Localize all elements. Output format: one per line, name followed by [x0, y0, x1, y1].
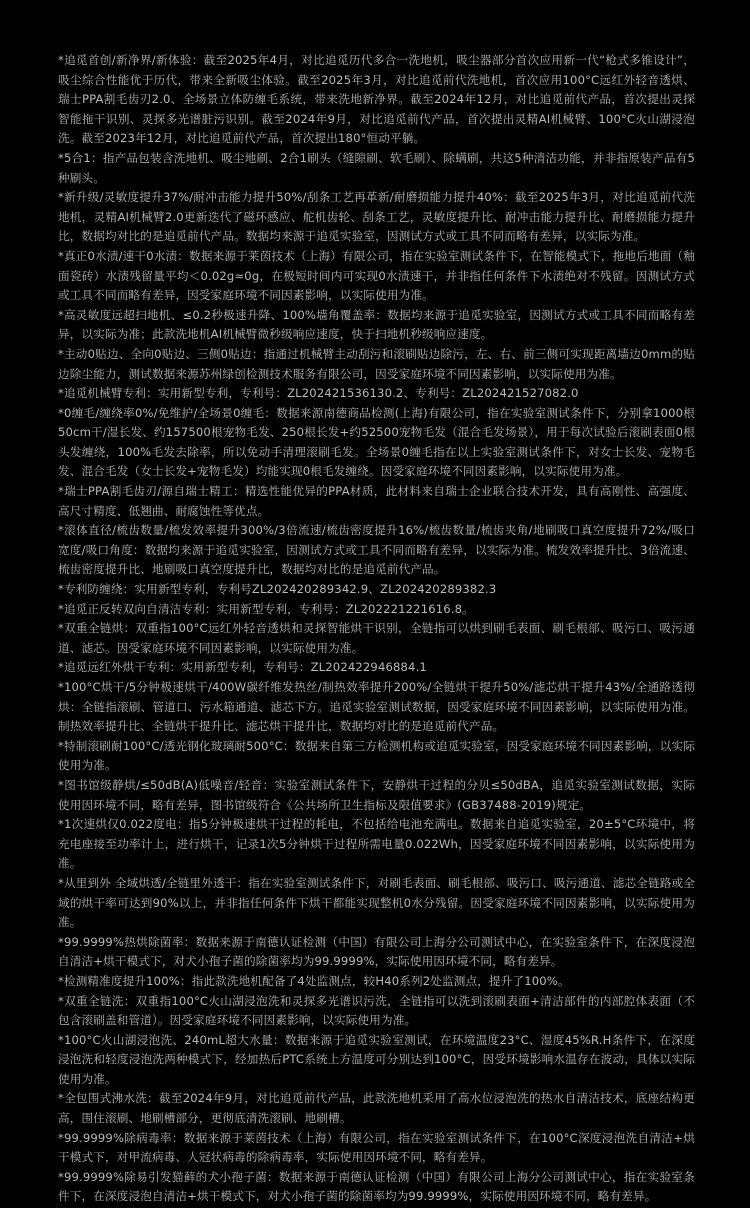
note-self-clean-patent: *追觅正反转双向自清洁专利：实用新型专利，专利号：ZL202221221616.8。 [58, 601, 474, 616]
note-infrared-patent: *追觅远红外烘干专利：实用新型专利，专利号：ZL202422946884.1 [58, 660, 427, 675]
note-first-launch: *追觅首创/新净界/新体验：截至2025年4月，对比追觅历代多合一洗地机，吸尘器部分首次应用新一代“枪式多锥设计”，吸尘综合性能优于历代，带来全新吸尘体验。截至2025年3月，对比追觅前代洗地机，首次应用100°C远红外轻音透烘、瑞士PPA割毛齿刃2.0、全场景立体防缠毛系统，带来洗地新净界。截至2024年12月，对比追觅前代产品，首次提出灵探智能拖干识别、灵探多光谱脏污识别。截至2024年9月，对比追觅前代产品，首次提出灵精AI机械臂、100°C火山湖浸泡洗。截至2023年12月，对比追觅前代产品，首次提出180°恒动平躺。 [58, 53, 695, 146]
note-zero-edge: *主动0贴边、全向0贴边、三侧0贴边：指通过机械臂主动刮污和滚刷贴边除污，左、右、前三侧可实现距离墙边0mm的贴边除尘能力，测试数据来源苏州绿创检测技术服务有限公司，因受家庭环境不同因素影响，以实际使用为准。 [58, 346, 695, 381]
note-100c-dry: *100°C烘干/5分钟极速烘干/400W碳纤维发热丝/制热效率提升200%/全链烘干提升50%/滤芯烘干提升43%/全通路透彻烘：全链指滚刷、管道口、污水箱通道、滤芯下方。追觅实验室测试数据，因受家庭环境不同因素影响，以实际使用为准。制热效率提升比、全链烘干提升比、滤芯烘干提升比，数据均对比的是追觅前代产品。 [58, 680, 695, 734]
note-boil-wash: *全包围式沸水洗：截至2024年9月，对比追觅前代产品，此款洗地机采用了高水位浸泡洗的热水自清洁技术，底座结构更高，围住滚刷、地刷槽部分，更彻底清洗滚刷、地刷槽。 [58, 1091, 695, 1126]
note-dual-dry: *双重全链烘：双重指100°C远红外轻音透烘和灵探智能烘干识别，全链指可以烘到刷毛表面、刷毛根部、吸污口、吸污通道、滤芯。因受家庭环境不同因素影响，以实际使用为准。 [58, 621, 695, 655]
note-roller-specs: *滚体直径/梳齿数量/梳发效率提升300%/3倍流速/梳齿密度提升16%/梳齿数量/梳齿夹角/地刷吸口真空度提升72%/吸口宽度/吸口角度：数据均来源于追觅实验室，因测试方式或工具不同而略有差异，以实际为准。梳发效率提升比、3倍流速、梳齿密度提升比、地刷吸口真空度提升比，数据均对比的是追觅前代产品。 [58, 523, 695, 577]
note-heat-sterilize: *99.9999%热烘除菌率：数据来源于南德认证检测（中国）有限公司上海分公司测试中心，在实验室条件下，在深度浸泡自清洁+烘干模式下，对犬小孢子菌的除菌率均为99.9999%，实际使用因环境不同，略有差异。 [58, 934, 695, 969]
note-zero-tangle: *0缠毛/缠绕率0%/免维护/全场景0缠毛：数据来源南德商品检测(上海)有限公司，指在实验室测试条件下，分别拿1000根50cm干/湿长发、约157500根宠物毛发、250根长发+约52500宠物毛发（混合毛发场景），用于每次试验后滚刷表面0根头发缠绕，100%毛发去除率，所以免动手清理滚刷毛发。全场景0缠毛指在以上实验室测试条件下，对女士长发、宠物毛发、混合毛发（女士长发+宠物毛发）均能实现0根毛发缠绕。因受家庭环境不同因素影响，以实际使用为准。 [58, 405, 695, 479]
note-arm-patent: *追觅机械臂专利：实用新型专利，专利号：ZL202421536130.2、专利号：ZL202421527082.0 [58, 386, 579, 401]
note-full-dry: *从里到外 全域烘透/全链里外透干：指在实验室测试条件下，对刷毛表面、刷毛根部、吸污口、吸污通道、滤芯全链路或全域的烘干率可达到90%以上，并非指任何条件下烘干都能实现整机0水分残留。因受家庭环境不同因素影响，以实际使用为准。 [58, 875, 695, 930]
note-zero-water-stain: *真正0水渍/速干0水渍：数据来源于莱茵技术（上海）有限公司，指在实验室测试条件下，在智能模式下，拖地后地面（釉面瓷砖）水渍残留量平均＜0.02g≈0g，在极短时间内可实现0水渍速干，并非指任何条件下水渍绝对不残留。因测试方式或工具不同而略有差异，因受家庭环境不同因素影响，以实际使用为准。 [58, 248, 695, 303]
note-high-sensitivity: *高灵敏度远超扫地机、≤0.2秒极速升降、100%墙角覆盖率：数据均来源于追觅实验室，因测试方式或工具不同而略有差异，以实际为准；此款洗地机AI机械臂微秒级响应速度，快于扫地机秒级响应速度。 [58, 307, 695, 342]
note-5in1: *5合1：指产品包装含洗地机、吸尘地刷、2合1刷头（缝隙刷、软毛刷）、除螨刷，共这5种清洁功能，并非指原装产品有5种刷头。 [58, 150, 695, 185]
note-dual-wash: *双重全链洗：双重指100°C火山湖浸泡洗和灵探多光谱识污洗，全链指可以洗到滚刷表面+清洁部件的内部腔体表面（不包含滚刷盖和管道）。因受家庭环境不同因素影响，以实际使用为准。 [58, 993, 695, 1028]
note-virus: *99.9999%除病毒率：数据来源于莱茵技术（上海）有限公司，指在实验室测试条件下，在100°C深度浸泡洗自清洁+烘干模式下，对甲流病毒、人冠状病毒的除病毒率，实际使用因环境不同，略有差异。 [58, 1130, 695, 1165]
note-quiet-dry: *图书馆级静烘/≤50dB(A)低噪音/轻音：实验室测试条件下，安静烘干过程的分贝≤50dBA，追觅实验室测试数据，实际使用因环境不同，略有差异，图书馆级符合《公共场所卫生指标及限值要求》(GB37488-2019)规定。 [58, 777, 695, 812]
note-ppa-blade: *瑞士PPA割毛齿刃/源自瑞士精工：精选性能优异的PPA材质，此材料来自瑞士企业联合技术开发，具有高刚性、高强度、高尺寸精度、低翘曲、耐腐蚀性等优点。 [58, 484, 695, 518]
note-arm-upgrade: *新升级/灵敏度提升37%/耐冲击能力提升50%/刮条工艺再革新/耐磨损能力提升40%：截至2025年3月，对比追觅前代洗地机，灵精AI机械臂2.0更新迭代了磁环感应、舵机齿轮、刮条工艺，灵敏度提升比、耐冲击能力提升比、耐磨损能力提升比，数据均对比的是追觅前代产品。数据均来源于追觅实验室，因测试方式或工具不同而略有差异，以实际为准。 [58, 190, 695, 244]
note-fungus: *99.9999%除易引发猫藓的犬小孢子菌：数据来源于南德认证检测（中国）有限公司上海分公司测试中心，指在实验室条件下，在深度浸泡自清洁+烘干模式下，对犬小孢子菌的除菌率均为99.9999%，实际使用因环境不同，略有差异。 [58, 1169, 695, 1204]
note-detection: *检测精准度提升100%：指此款洗地机配备了4处监测点，较H40系列2处监测点，提升了100%。 [58, 973, 570, 988]
note-power-use: *1次速烘仅0.022度电：指5分钟极速烘干过程的耗电，不包括给电池充满电。数据来自追觅实验室，20±5°C环境中，将充电座接至功率计上，进行烘干，记录1次5分钟烘干过程所需电量0.022Wh，因受家庭环境不同因素影响，以实际使用为准。 [58, 817, 695, 871]
note-heat-resist: *特制滚刷耐100°C/透光钢化玻璃耐500°C：数据来自第三方检测机构或追觅实验室，因受家庭环境不同因素影响，以实际使用为准。 [58, 738, 695, 773]
note-volcano-wash: *100°C火山湖浸泡洗、240mL超大水量：数据来源于追觅实验室测试，在环境温度23°C、湿度45%R.H条件下，在深度浸泡洗和轻度浸泡洗两种模式下，经加热后PTC系统上方温度可分别达到100°C，因受环境影响水温存在波动，具体以实际使用为准。 [58, 1032, 695, 1086]
note-anti-tangle-patent: *专利防缠绕：实用新型专利，专利号ZL202420289342.9、ZL202420289382.3 [58, 582, 497, 597]
